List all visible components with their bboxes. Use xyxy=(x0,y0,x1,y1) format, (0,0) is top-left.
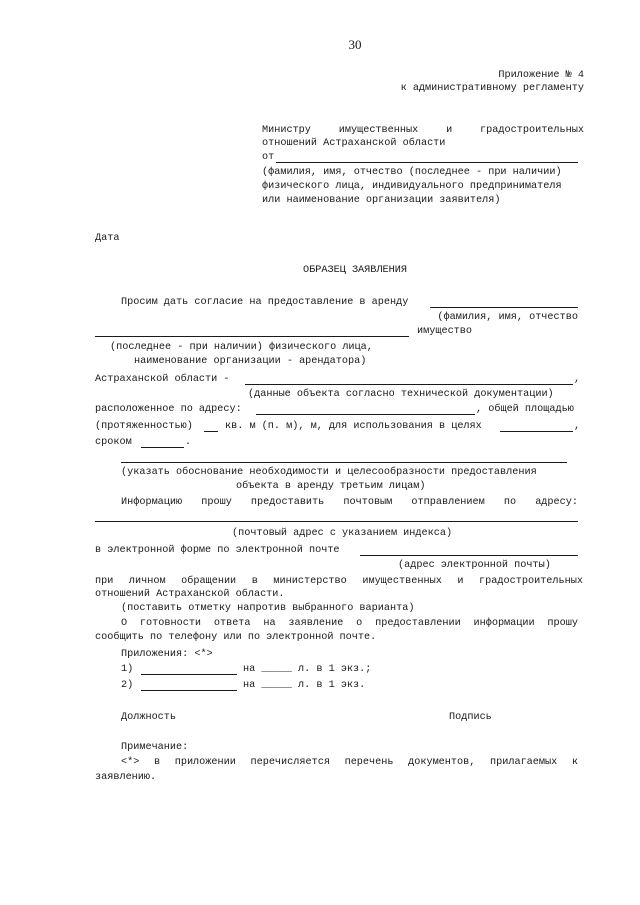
body-line-12: объекта в аренду третьим лицам) xyxy=(236,481,426,492)
body-line-20: О готовности ответа на заявление о предоставлении информации прошу xyxy=(121,618,578,629)
appendix-line-2: к административному регламенту xyxy=(400,83,584,94)
addressee-hint-2: физического лица, индивидуального предпринимателя xyxy=(262,181,562,192)
body-line-3: имущество xyxy=(417,326,473,337)
addressee-hint-3: или наименование организации заявителя) xyxy=(262,195,501,206)
addressee-from: от xyxy=(262,152,275,163)
attachment-2-num: 2) xyxy=(121,680,134,691)
body-line-6-end: , xyxy=(574,374,581,385)
addressee-hint-1: (фамилия, имя, отчество (последнее - при наличии) xyxy=(262,167,562,178)
note-line-2: заявлению. xyxy=(95,772,157,783)
body-line-1: Просим дать согласие на предоставление в аренду xyxy=(121,297,409,308)
area-blank xyxy=(204,431,218,432)
addressee-from-blank xyxy=(276,162,578,163)
signature-sign-label: Подпись xyxy=(449,712,492,723)
lessee-blank-2 xyxy=(95,336,409,337)
addressee-line-2: отношений Астраханской области xyxy=(262,138,446,149)
body-line-10-end: . xyxy=(185,437,192,448)
body-line-13: Информацию прошу предоставить почтовым отправлением по адресу: xyxy=(121,497,578,508)
body-line-9-end: , xyxy=(574,421,581,432)
postal-address-blank xyxy=(95,521,578,522)
address-blank xyxy=(256,414,475,415)
body-line-4: (последнее - при наличии) физического лица, xyxy=(110,342,373,353)
attachment-1-text: на _____ л. в 1 экз.; xyxy=(243,664,372,675)
body-line-2: (фамилия, имя, отчество xyxy=(437,312,578,323)
term-blank xyxy=(141,447,184,448)
body-line-5: наименование организации - арендатора) xyxy=(134,356,367,367)
attachment-2-blank xyxy=(141,690,237,691)
body-line-6: Астраханской области - xyxy=(95,374,230,385)
appendix-line-1: Приложение № 4 xyxy=(498,70,584,81)
body-line-15: в электронной форме по электронной почте xyxy=(95,545,340,556)
body-line-9-start: (протяженностью) xyxy=(95,421,193,432)
body-line-18: отношений Астраханской области. xyxy=(95,589,285,600)
body-line-17: при личном обращении в министерство имущественных и градостроительных xyxy=(95,576,583,587)
signature-position-label: Должность xyxy=(121,712,177,723)
attachment-1-blank xyxy=(141,674,237,675)
object-data-blank xyxy=(245,384,573,385)
body-line-14: (почтовый адрес с указанием индекса) xyxy=(232,528,453,539)
email-blank xyxy=(360,555,578,556)
body-line-10: сроком xyxy=(95,437,132,448)
addressee-line-1: Министру имущественных и градостроительных xyxy=(262,125,584,136)
purpose-blank xyxy=(500,431,573,432)
date-label: Дата xyxy=(95,233,120,244)
page-number: 30 xyxy=(348,37,362,52)
body-line-9-mid: кв. м (п. м), м, для использования в целях xyxy=(225,421,482,432)
body-line-8-start: расположенное по адресу: xyxy=(95,404,242,415)
attachment-1-num: 1) xyxy=(121,664,134,675)
lessee-blank xyxy=(430,307,578,308)
body-line-16: (адрес электронной почты) xyxy=(398,560,551,571)
body-line-21: сообщить по телефону или по электронной почте. xyxy=(95,632,377,643)
body-line-19: (поставить отметку напротив выбранного варианта) xyxy=(121,603,415,614)
document-title: ОБРАЗЕЦ ЗАЯВЛЕНИЯ xyxy=(303,265,407,276)
body-line-8-end: , общей площадью xyxy=(476,404,574,415)
attachment-2-text: на _____ л. в 1 экз. xyxy=(243,680,366,691)
body-line-7: (данные объекта согласно технической документации) xyxy=(248,389,554,400)
note-label: Примечание: xyxy=(121,742,189,753)
body-line-11: (указать обоснование необходимости и целесообразности предоставления xyxy=(121,467,537,478)
justification-blank xyxy=(121,462,567,463)
note-line-1: <*> в приложении перечисляется перечень документов, прилагаемых к xyxy=(121,757,578,768)
attachments-label: Приложения: <*> xyxy=(121,649,213,660)
